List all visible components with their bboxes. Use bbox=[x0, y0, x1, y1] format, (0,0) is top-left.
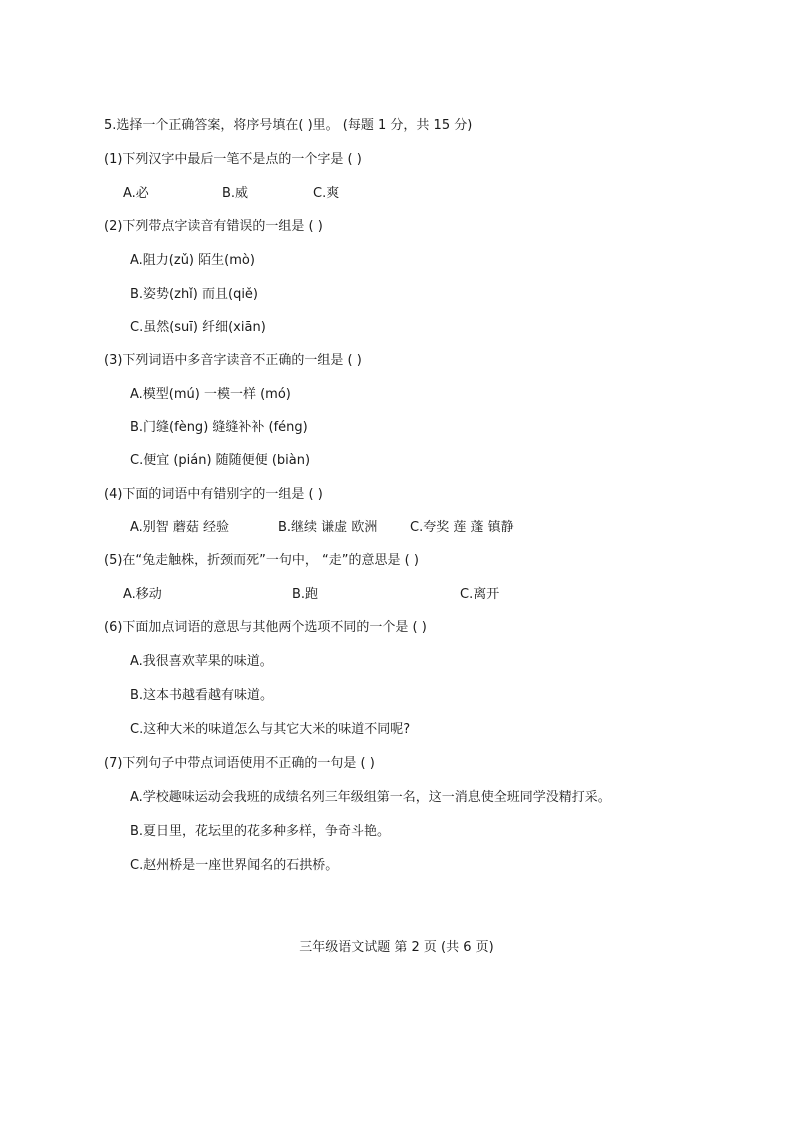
question-7-option-b: B.夏日里，花坛里的花多种多样，争奇斗艳。 bbox=[130, 824, 391, 839]
question-3-option-c: C.便宜 (pián) 随随便便 (biàn) bbox=[130, 453, 311, 468]
question-4-option-a: A.别智 蘑菇 经验 bbox=[130, 520, 230, 535]
question-5-stem: (5)在“兔走触株，折颈而死”一句中， “走”的意思是 ( ) bbox=[104, 553, 419, 568]
question-2-option-a: A.阻力(zǔ) 陌生(mò) bbox=[130, 253, 255, 268]
question-2-option-c: C.虽然(suī) 纤细(xiān) bbox=[130, 320, 266, 335]
question-4-stem: (4)下面的词语中有错别字的一组是 ( ) bbox=[104, 487, 323, 502]
question-1-stem: (1)下列汉字中最后一笔不是点的一个字是 ( ) bbox=[104, 152, 362, 167]
page-footer: 三年级语文试题 第 2 页 (共 6 页) bbox=[299, 940, 494, 955]
question-6-option-a: A.我很喜欢苹果的味道。 bbox=[130, 654, 273, 669]
question-7-option-a: A.学校趣味运动会我班的成绩名列三年级组第一名，这一消息使全班同学没精打采。 bbox=[130, 790, 611, 805]
question-4-option-b: B.继续 谦虚 欧洲 bbox=[278, 520, 378, 535]
question-3-stem: (3)下列词语中多音字读音不正确的一组是 ( ) bbox=[104, 353, 362, 368]
question-2-option-b: B.姿势(zhǐ) 而且(qiě) bbox=[130, 287, 259, 302]
question-3-option-b: B.门缝(fèng) 缝缝补补 (féng) bbox=[130, 420, 308, 435]
question-1-option-c: C.爽 bbox=[313, 186, 340, 201]
question-5-option-a: A.移动 bbox=[123, 587, 162, 602]
section-header: 5.选择一个正确答案，将序号填在( )里。 (每题 1 分，共 15 分) bbox=[104, 118, 473, 133]
question-3-option-a: A.模型(mú) 一模一样 (mó) bbox=[130, 387, 291, 402]
question-6-stem: (6)下面加点词语的意思与其他两个选项不同的一个是 ( ) bbox=[104, 620, 427, 635]
question-6-option-b: B.这本书越看越有味道。 bbox=[130, 688, 274, 703]
question-1-option-b: B.威 bbox=[222, 186, 249, 201]
question-2-stem: (2)下列带点字读音有错误的一组是 ( ) bbox=[104, 219, 323, 234]
question-1-option-a: A.必 bbox=[123, 186, 149, 201]
question-7-stem: (7)下列句子中带点词语使用不正确的一句是 ( ) bbox=[104, 756, 375, 771]
question-5-option-b: B.跑 bbox=[292, 587, 319, 602]
question-5-option-c: C.离开 bbox=[460, 587, 500, 602]
question-6-option-c: C.这种大米的味道怎么与其它大米的味道不同呢? bbox=[130, 722, 411, 737]
question-4-option-c: C.夸奖 莲 蓬 镇静 bbox=[410, 520, 514, 535]
question-7-option-c: C.赵州桥是一座世界闻名的石拱桥。 bbox=[130, 858, 339, 873]
